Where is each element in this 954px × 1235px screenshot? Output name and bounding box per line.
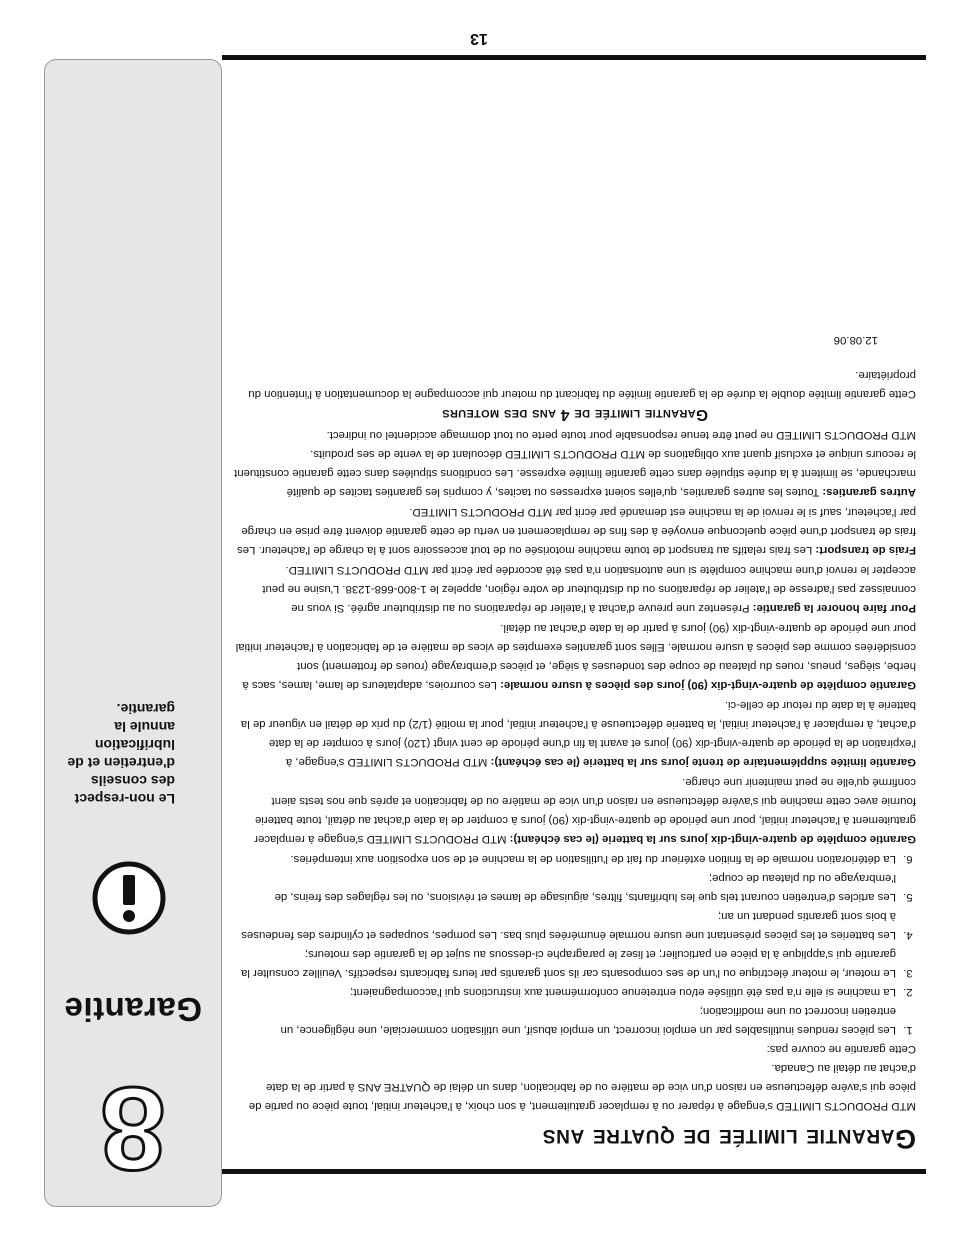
section-heading: Pour faire honorer la garantie: bbox=[752, 602, 916, 614]
section-heading: Garantie complète de quatre-vingt-dix (90) jours des pièces à usure normale: bbox=[500, 679, 916, 691]
section-body: MTD PRODUCTS LIMITED s'engage, à l'expiration de la période de quatre-vingt-dix (90) jours et avant la fin d'une période de cent vingt (120) jours à compter de la date d'achat, à remplacer à l'acheteur initial, la batterie défectueuse à l'acheteur initial, pour la moitié (1/2) du prix de détail en vigueur de la batterie à la date du retour de celle-ci. bbox=[240, 699, 916, 768]
warranty-service bbox=[234, 560, 916, 617]
section-body: Les courroies, adaptateurs de lame, lames, sacs à herbe, sièges, pneus, roues du plateau de coupe des tondeuses à siège, et pièces d'embrayage (roues de frottement) sont considérées comme des pièces à usure normale. Elles sont garanties exemptes de vices de matière et de fabrication à l'acheteur initial pour une période de quatre-vingt-dix (90) jours à partir de la date d'achat au détail. bbox=[235, 622, 916, 691]
warning-text: Le non-respect des conseils d'entretien et de lubrification annule la garantie. bbox=[67, 701, 175, 807]
warranty-intro: MTD PRODUCTS LIMITED s'engage à réparer ou à remplacer gratuitement, à son choix, à l'acheteur initial, toute pièce ou partie de pièce qui s'avère défectueuse en raison d'un vice de matière ou de fabrication, dans un délai de QUATRE ANS à partir de la date d'achat au détail au Canada. bbox=[248, 1062, 916, 1112]
liability-text: MTD PRODUCTS LIMITED ne peut être tenue responsable pour toute perte ou tout dommage accidentel ou indirect. bbox=[326, 429, 916, 441]
warranty-title: Garantie limitée de quatre ans bbox=[542, 1124, 916, 1154]
section-body: Toutes les autres garanties, qu'elles soient expresses ou tacites, y compris les garanties tacites de qualité marchande, se limitent à la durée stipulée dans cette garantie limitée expresse. Les conditions stipulées dans cette garantie constituent le recours unique et exclusif quant aux obligations de MTD PRODUCTS LIMITED découlant de la vente de ses produits. bbox=[234, 448, 916, 498]
transport-costs bbox=[234, 502, 916, 559]
section-heading: Autres garanties: bbox=[822, 486, 916, 498]
battery-limited-warranty bbox=[234, 695, 916, 771]
warranty-content bbox=[234, 330, 916, 1155]
wear-parts-warranty bbox=[234, 618, 916, 694]
not-covered-intro: Cette garantie ne couvre pas: bbox=[766, 1043, 916, 1055]
other-warranties bbox=[234, 444, 916, 501]
section-heading: Garantie complète de quatre-vingt-dix jours sur la batterie (le cas échéant): bbox=[509, 833, 916, 845]
top-rule bbox=[222, 55, 926, 60]
bottom-rule bbox=[222, 1169, 926, 1174]
list-item: 2. La machine si elle n'a pas été utilisée et/ou entretenue conformément aux instructions qui l'accompagnaient; bbox=[234, 982, 900, 1001]
engine-warranty-title: Garantie limitée de 4 ans des moteurs bbox=[442, 406, 709, 423]
list-item: 5. Les articles d'entretien courant tels que les lubrifiants, filtres, aiguisage de lames et révisions, ou les réglages des freins, de l'embrayage ou du plateau de coupe; bbox=[234, 868, 900, 906]
date-code: 12.08.06 bbox=[833, 334, 878, 346]
section-heading: Garantie limitée supplémentaire de trente jours sur la batterie (le cas échéant): bbox=[490, 756, 916, 768]
section-body: Présentez une preuve d'achat à l'atelier de réparations ou au distributeur agréé. Si vous ne connaissez pas l'adresse de l'atelier de réparations ou du distributeur de votre région, appelez le 1-800-668-1238. L'usine ne peut accepter le renvoi d'une machine complète si une autorisation n'a pas été accordée par écrit par MTD PRODUCTS LIMITED. bbox=[262, 564, 916, 614]
chapter-number: 8 bbox=[100, 1062, 166, 1194]
list-item: 3. Le moteur, le moteur électrique ou l'un de ses composants car ils sont garantis par leurs fabricants respectifs. Veuillez consulter la garantie qui s'applique à la pièce en particulier; et lisez le paragraphe ci-dessous au sujet de la garantie des moteurs; bbox=[234, 944, 900, 982]
exclamation-circle-icon bbox=[91, 860, 167, 936]
battery-full-warranty bbox=[234, 772, 916, 848]
chapter-sidebar bbox=[44, 59, 222, 1207]
engine-warranty-text: Cette garantie limitée double la durée de la garantie limitée du fabricant du moteur qui accompagne la documentation à l'intention du propriétaire. bbox=[248, 369, 916, 400]
page-number: 13 bbox=[470, 30, 488, 47]
chapter-title: Garantie bbox=[64, 991, 202, 1028]
section-body: MTD PRODUCTS LIMITED s'engage à remplacer gratuitement à l'acheteur initial, pour une période de quatre-vingt-dix (90) jours à compter de la date d'achat au détail, toute batterie fournie avec cette machine qui s'avère défectueuse en raison d'un vice de matière ou de fabrication et après que nos tests aient confirmé qu'elle ne peut maintenir une charge. bbox=[254, 776, 916, 845]
section-heading: Frais de transport: bbox=[815, 544, 916, 556]
list-item: 4. Les batteries et les pièces présentant une usure normale énumérées plus bas. Les pompes, soupapes et cylindres des fendeuses à bois sont garantis pendant un an; bbox=[234, 906, 900, 944]
section-body: Les frais relatifs au transport de toute machine motorisée ou de tout accessoire sont à la charge de l'acheteur. Les frais de transport d'une pièce quelconque envoyée à des fins de remplacement en vertu de cette garantie doivent être prise en charge par l'acheteur, sauf si le renvoi de la machine est demandé par écrit par MTD PRODUCTS LIMITED. bbox=[236, 506, 916, 556]
list-item: 6. La détérioration normale de la finition extérieur du fait de l'utilisation de la machine et de son exposition aux intempéries. bbox=[234, 849, 900, 868]
exclusions-list bbox=[234, 849, 916, 1039]
list-item: 1. Les pièces rendues inutilisables par un emploi incorrect, un emploi abusif, une utilisation commerciale, une négligence, un entretien incorrect ou une modification; bbox=[234, 1001, 900, 1039]
